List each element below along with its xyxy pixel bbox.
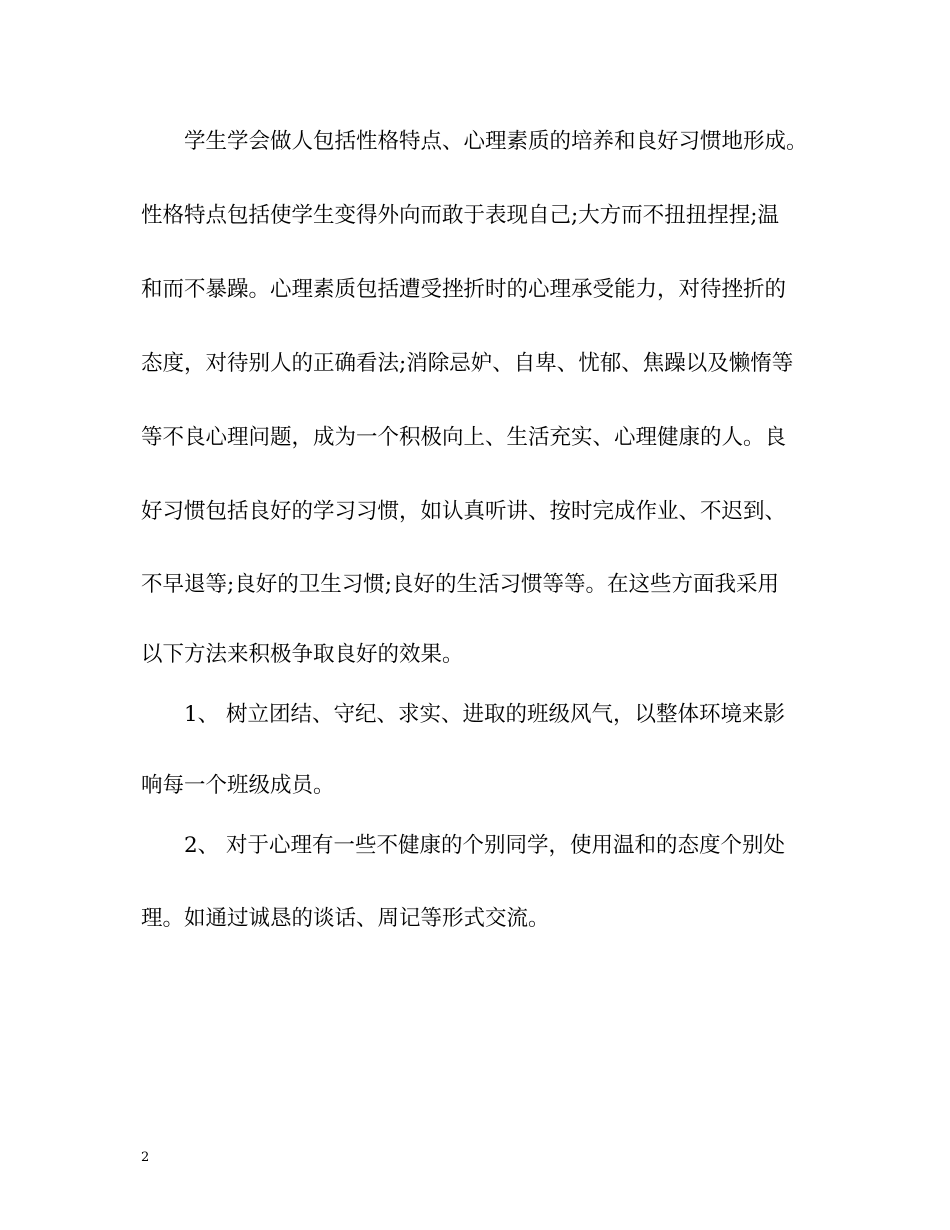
list-item-1-continuation: 响每一个班级成员。 bbox=[141, 773, 335, 798]
page-number: 2 bbox=[141, 1150, 150, 1165]
paragraph-line: 等不良心理问题，成为一个积极向上、生活充实、心理健康的人。良 bbox=[141, 425, 787, 450]
paragraph-line: 学生学会做人包括性格特点、心理素质的培养和良好习惯地形成。 bbox=[184, 129, 808, 154]
paragraph-line: 以下方法来积极争取良好的效果。 bbox=[141, 642, 464, 667]
paragraph-line: 和而不暴躁。心理素质包括遭受挫折时的心理承受能力，对待挫折的 bbox=[141, 277, 787, 302]
list-item-1: 1、 树立团结、守纪、求实、进取的班级风气，以整体环境来影 bbox=[184, 702, 786, 727]
paragraph-line: 性格特点包括使学生变得外向而敢于表现自己;大方而不扭扭捏捏;温 bbox=[141, 203, 779, 228]
paragraph-line: 不早退等;良好的卫生习惯;良好的生活习惯等等。在这些方面我采用 bbox=[141, 572, 779, 597]
paragraph-line: 好习惯包括良好的学习习惯，如认真听讲、按时完成作业、不迟到、 bbox=[141, 499, 787, 524]
list-item-2-continuation: 理。如通过诚恳的谈话、周记等形式交流。 bbox=[141, 906, 550, 931]
paragraph-line: 态度，对待别人的正确看法;消除忌妒、自卑、忧郁、焦躁以及懒惰等 bbox=[141, 351, 794, 376]
list-item-2: 2、 对于心理有一些不健康的个别同学，使用温和的态度个别处 bbox=[184, 833, 786, 858]
